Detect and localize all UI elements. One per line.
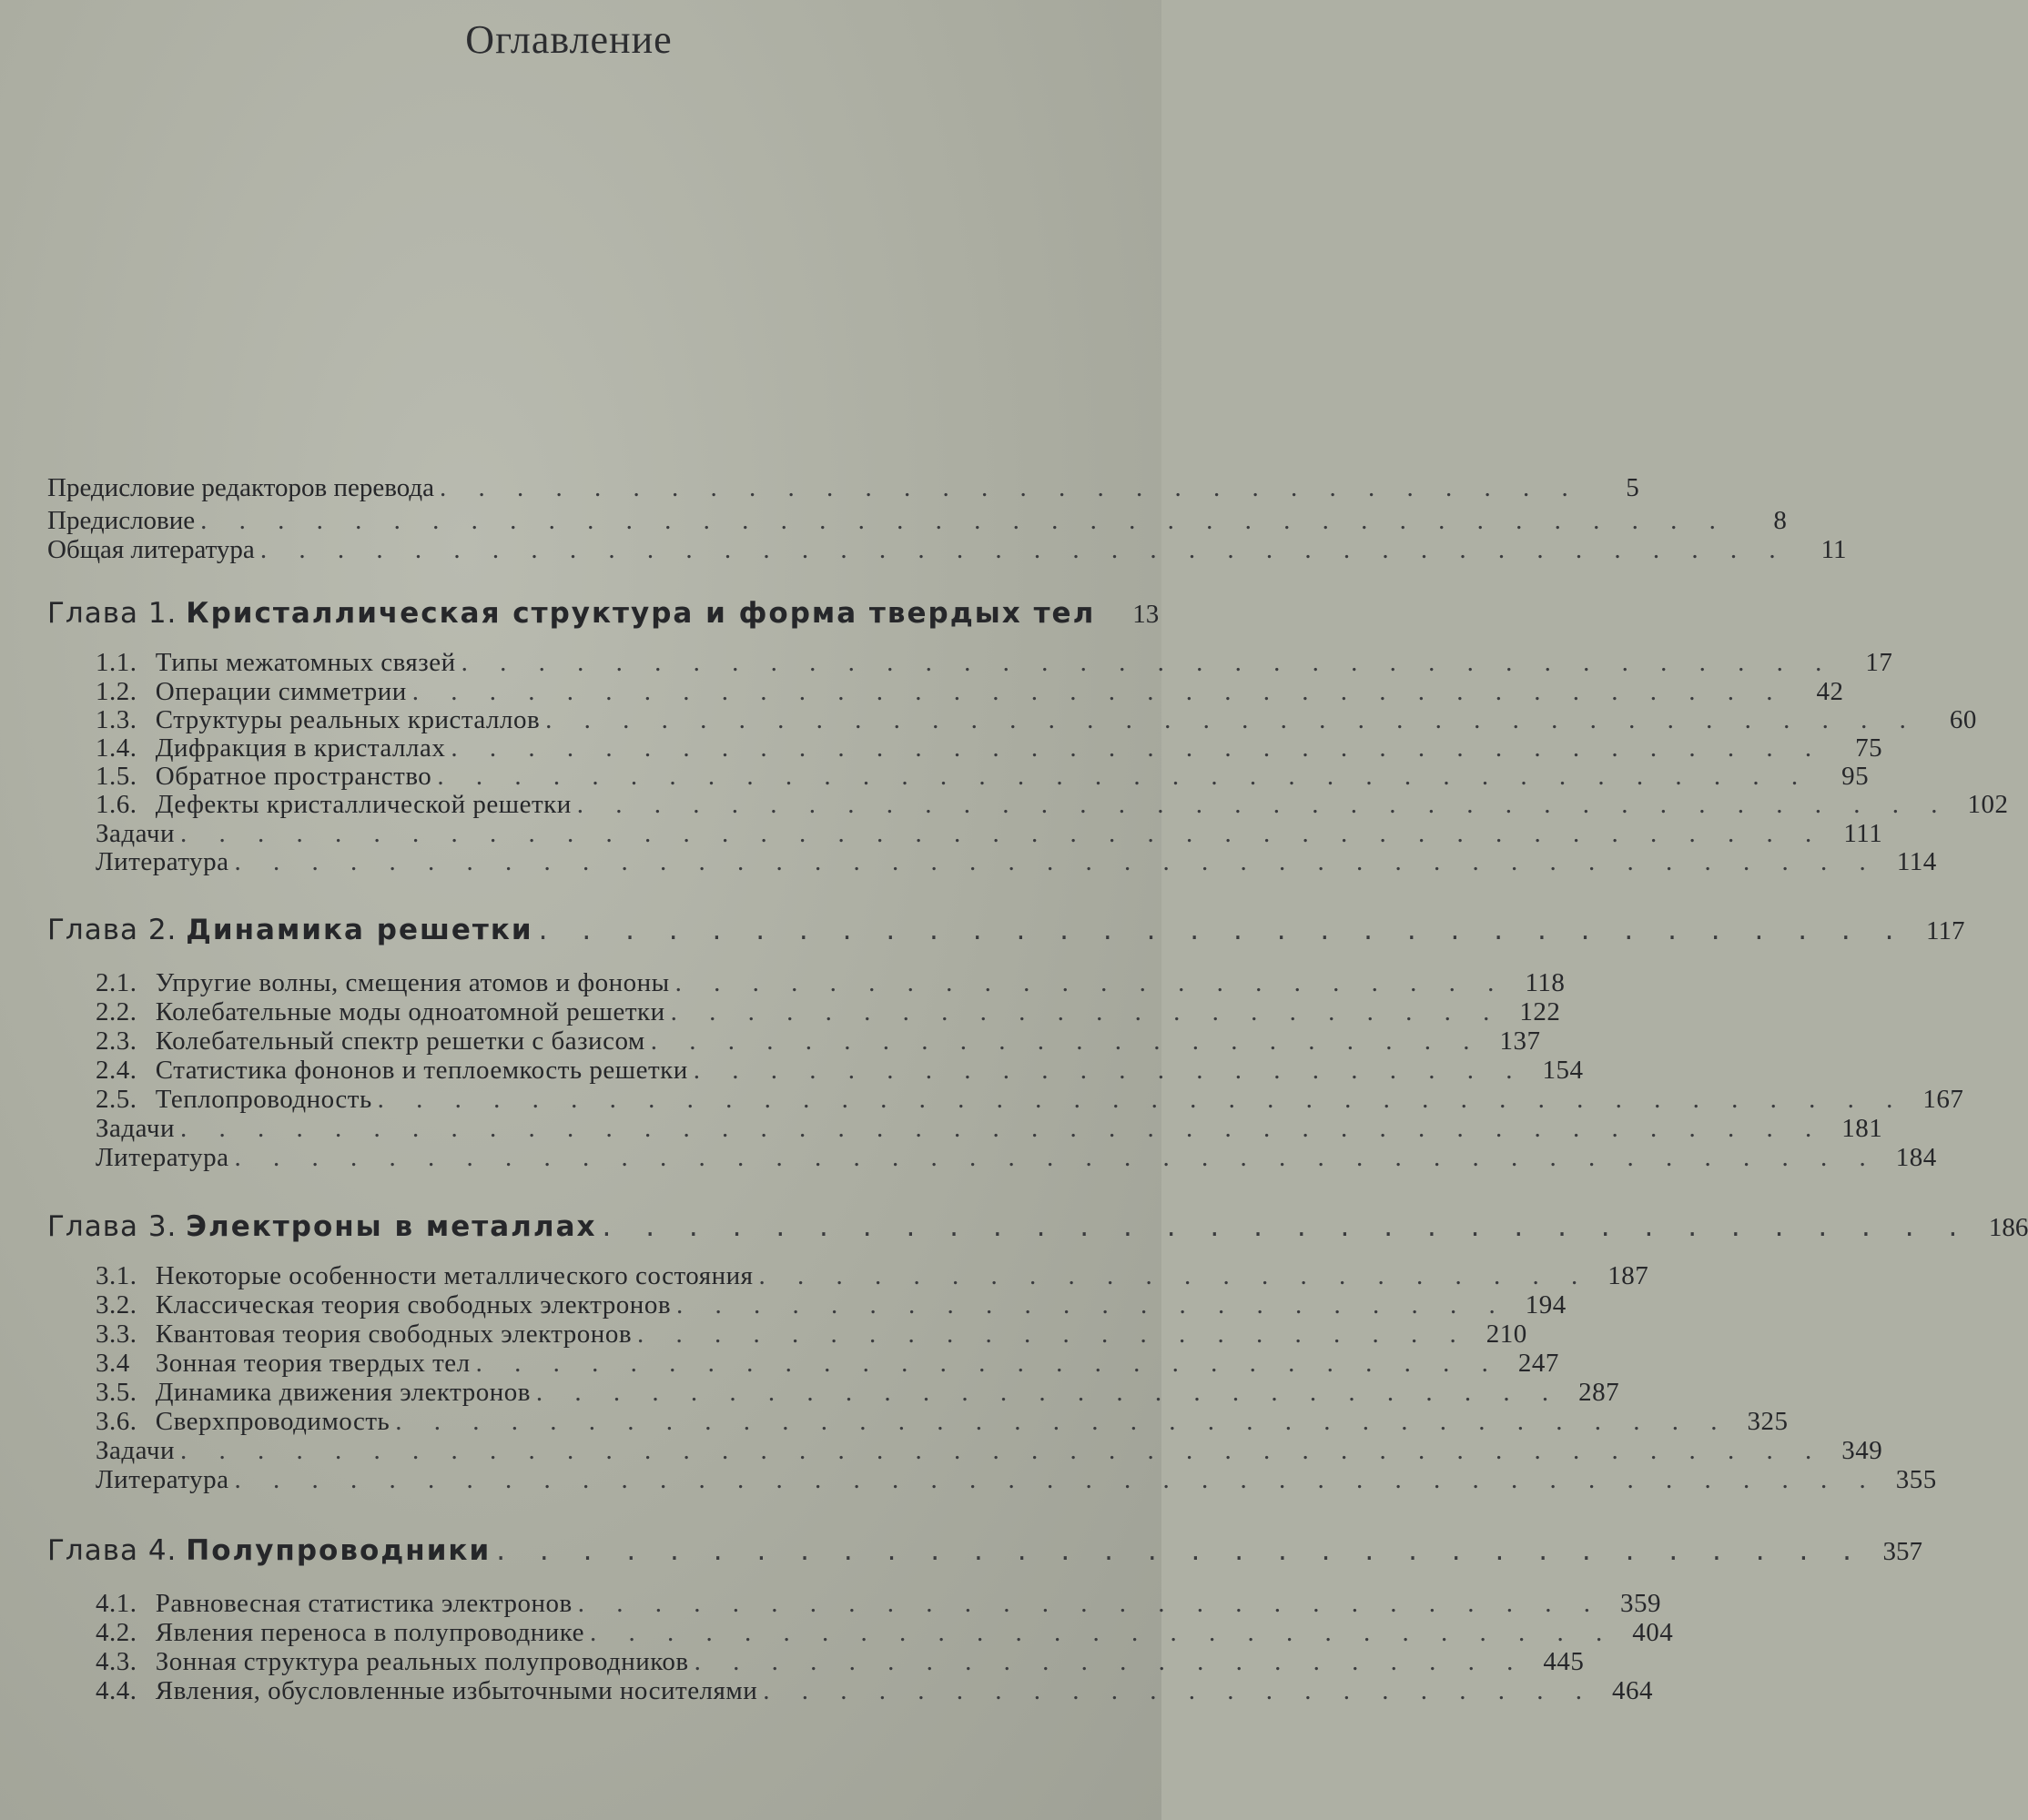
leader-dots: . . . . . . . . . . . . . . . . . . . . . . . . . . . — [577, 1589, 1603, 1618]
page-number: 184 — [1895, 1143, 1937, 1172]
page-number: 445 — [1543, 1647, 1585, 1676]
section-title: Теплопроводность — [155, 1085, 372, 1114]
page-number: 8 — [1773, 506, 1787, 535]
page-number: 187 — [1607, 1261, 1649, 1290]
page-number: 357 — [1882, 1537, 1923, 1566]
leader-dots: . . . . . . . . . . . . . . . . . . . . . . — [694, 1647, 1526, 1676]
chapter-title: Динамика решетки — [186, 914, 533, 946]
leader-dots: . . . . . . . . . . . . . . . . . . . . . . . . . . . . . . . . . . . . — [451, 733, 1825, 763]
section-number: 4.1. — [96, 1589, 137, 1618]
section-title: Упругие волны, смещения атомов и фононы — [155, 968, 670, 997]
leader-dots: . . . . . . . . . . . . . . . . . . . . . . . . . . . . . . . . . . . . — [576, 790, 1951, 819]
section-title: Колебательные моды одноатомной решетки — [155, 997, 665, 1026]
leader-dots: . . . . . . . . . . . . . . . . . . . . . . . . . . . — [475, 1349, 1501, 1378]
leader-dots: . . . . . . . . . . . . . . . . . . . . . . . . . . . . . . . . . . . . — [461, 648, 1835, 677]
entry-title: Общая литература — [47, 535, 255, 564]
toc-section — [96, 1676, 1653, 1709]
page-number: 404 — [1632, 1618, 1674, 1647]
section-title: Задачи — [96, 1436, 175, 1465]
page-number: 154 — [1542, 1056, 1584, 1085]
leader-dots: . . . . . . . . . . . . . . . . . . . . . . . . . . . . . . . . . . . . . . . . . . . — [179, 1114, 1825, 1143]
section-title: Дифракция в кристаллах — [155, 733, 446, 763]
chapter-number: Глава 1. — [47, 597, 177, 630]
section-number: 4.2. — [96, 1618, 137, 1647]
section-title: Типы межатомных связей — [155, 648, 456, 677]
section-number: 1.1. — [96, 648, 137, 677]
leader-dots: . . . . . . . . . . . . . . . . . . . . . . — [693, 1056, 1526, 1085]
page-number: 5 — [1626, 473, 1639, 502]
leader-dots: . . . . . . . . . . . . . . . . . . . . . . . . . . . . . . . . . . . . — [411, 677, 1786, 706]
toc-entry-general-literature — [47, 535, 1847, 568]
section-number: 3.1. — [96, 1261, 137, 1290]
section-number: 3.5. — [96, 1378, 137, 1407]
leader-dots: . . . . . . . . . . . . . . . . . . . . . . . . . . . . . . . . . . . . . . . . . . . — [179, 819, 1825, 848]
toc-section — [96, 1320, 1527, 1352]
chapter-title: Кристаллическая структура и форма твердых тел — [186, 597, 1096, 630]
leader-dots: . . . . . . . . . . . . . . . . . . . . . . . . . . . . . . . . . . . . . . . . — [200, 506, 1729, 535]
leader-dots: . . . . . . . . . . . . . . . . . . . . . . . . . . . . . . . . — [602, 1210, 1971, 1243]
chapter-number: Глава 3. — [47, 1210, 177, 1243]
page-number: 13 — [1132, 600, 1160, 629]
toc-section — [96, 1143, 1937, 1176]
section-number: 3.3. — [96, 1320, 137, 1349]
section-number: 1.4. — [96, 733, 137, 763]
page-number: 42 — [1816, 677, 1844, 706]
toc-section — [96, 1261, 1649, 1294]
section-title: Квантовая теория свободных электронов — [155, 1320, 633, 1349]
leader-dots: . . . . . . . . . . . . . . . . . . . . . . . . . . . . . . . . . . . . . . . . . . . — [234, 1465, 1879, 1494]
toc-section — [96, 1290, 1567, 1323]
chapter-number: Глава 4. — [47, 1534, 177, 1567]
page-number: 325 — [1747, 1407, 1789, 1436]
leader-dots: . . . . . . . . . . . . . . . . . . . . . . — [670, 997, 1503, 1026]
toc-section — [96, 1407, 1789, 1440]
leader-dots: . . . . . . . . . . . . . . . . . . . . . . — [758, 1261, 1591, 1290]
page-number: 122 — [1519, 997, 1561, 1026]
section-title: Некоторые особенности металлического состояния — [155, 1261, 754, 1290]
page-number: 75 — [1855, 733, 1883, 763]
chapter-number: Глава 2. — [47, 914, 177, 946]
toc-section — [96, 1056, 1584, 1088]
page-number: 95 — [1841, 762, 1870, 791]
page-number: 181 — [1841, 1114, 1883, 1143]
page-number: 11 — [1820, 535, 1847, 564]
leader-dots: . . . . . . . . . . . . . . . . . . . . . . — [763, 1676, 1595, 1705]
leader-dots: . . . . . . . . . . . . . . . . . . . . . . — [637, 1320, 1469, 1349]
section-number: 3.4 — [96, 1349, 130, 1378]
leader-dots: . . . . . . . . . . . . . . . . . . . . . . — [676, 1290, 1508, 1320]
page-number: 464 — [1612, 1676, 1653, 1705]
section-title: Классическая теория свободных электронов — [155, 1290, 672, 1320]
section-title: Литература — [96, 847, 229, 876]
section-number: 1.6. — [96, 790, 137, 819]
toc-section — [96, 997, 1561, 1030]
page-number: 210 — [1486, 1320, 1527, 1349]
chapter-title: Полупроводники — [186, 1534, 492, 1567]
toc-section — [96, 1378, 1620, 1410]
chapter-title: Электроны в металлах — [186, 1210, 597, 1243]
section-number: 4.4. — [96, 1676, 137, 1705]
section-title: Явления, обусловленные избыточными носителями — [155, 1676, 758, 1705]
section-title: Равновесная статистика электронов — [155, 1589, 573, 1618]
section-title: Дефекты кристаллической решетки — [155, 790, 572, 819]
leader-dots: . . . . . . . . . . . . . . . . . . . . . . . . . . . . . . . . . . . . . . . . . . . — [234, 1143, 1879, 1172]
toc-chapter-3 — [47, 1210, 2028, 1243]
section-title: Зонная теория твердых тел — [155, 1349, 471, 1378]
toc-section — [96, 1436, 1883, 1469]
section-title: Явления переноса в полупроводнике — [155, 1618, 584, 1647]
leader-dots: . . . . . . . . . . . . . . . . . . . . . . . . . . . . . . — [440, 473, 1581, 502]
section-number: 2.3. — [96, 1026, 137, 1056]
leader-dots: . . . . . . . . . . . . . . . . . . . . . . . . . . . . . . . . . . . . — [437, 762, 1811, 791]
leader-dots: . . . . . . . . . . . . . . . . . . . . . . . . . . . . . . . . . . . . . . . . — [377, 1085, 1906, 1114]
section-title: Операции симметрии — [155, 677, 407, 706]
section-title: Динамика движения электронов — [155, 1378, 531, 1407]
page-number: 117 — [1926, 916, 1965, 945]
section-number: 1.5. — [96, 762, 137, 791]
section-title: Обратное пространство — [155, 762, 432, 791]
page-number: 111 — [1843, 819, 1883, 848]
section-number: 2.2. — [96, 997, 137, 1026]
entry-title: Предисловие редакторов перевода — [47, 473, 434, 502]
leader-dots: . . . . . . . . . . . . . . . . . . . . . . . . . . . — [590, 1618, 1616, 1647]
toc-section — [96, 847, 1937, 880]
toc-entry-preface — [47, 506, 1787, 539]
toc-section — [96, 648, 1893, 681]
leader-dots: . . . . . . . . . . . . . . . . . . . . . . . . . . . . . . . . . . . . . . . . . . . — [179, 1436, 1825, 1465]
page-number: 114 — [1896, 847, 1937, 876]
toc-chapter-2 — [47, 914, 1965, 946]
section-title: Зонная структура реальных полупроводников — [155, 1647, 689, 1676]
page-number: 359 — [1619, 1589, 1661, 1618]
leader-dots: . . . . . . . . . . . . . . . . . . . . . . . . . . . . . . . . — [496, 1534, 1865, 1567]
section-title: Структуры реальных кристаллов — [155, 705, 541, 734]
section-title: Колебательный спектр решетки с базисом — [155, 1026, 645, 1056]
page-number: 17 — [1865, 648, 1893, 677]
section-number: 2.4. — [96, 1056, 137, 1085]
page-number: 287 — [1578, 1378, 1620, 1407]
page-number: 118 — [1525, 968, 1566, 997]
page-number: 60 — [1949, 705, 1977, 734]
page-number: 349 — [1841, 1436, 1883, 1465]
page-number: 355 — [1895, 1465, 1937, 1494]
toc-section — [96, 790, 2009, 823]
leader-dots: . . . . . . . . . . . . . . . . . . . . . . — [674, 968, 1507, 997]
section-title: Литература — [96, 1465, 229, 1494]
toc-section — [96, 1465, 1937, 1498]
toc-section — [96, 1589, 1661, 1622]
section-title: Сверхпроводимость — [155, 1407, 390, 1436]
page-number: 137 — [1499, 1026, 1541, 1056]
page-number: 102 — [1967, 790, 2009, 819]
section-number: 2.5. — [96, 1085, 137, 1114]
toc-entry-preface-editors — [47, 473, 1639, 506]
leader-dots: . . . . . . . . . . . . . . . . . . . . . . . . . . . . . . . . . . . . . . . . . . . — [234, 847, 1879, 876]
section-number: 3.6. — [96, 1407, 137, 1436]
section-title: Статистика фононов и теплоемкость решетки — [155, 1056, 688, 1085]
leader-dots: . . . . . . . . . . . . . . . . . . . . . . . . . . . . . . . . . . . — [395, 1407, 1730, 1436]
section-title: Литература — [96, 1143, 229, 1172]
section-title: Задачи — [96, 1114, 175, 1143]
section-number: 4.3. — [96, 1647, 137, 1676]
page-number: 247 — [1517, 1349, 1559, 1378]
section-number: 3.2. — [96, 1290, 137, 1320]
entry-title: Предисловие — [47, 506, 196, 535]
leader-dots: . . . . . . . . . . . . . . . . . . . . . . . . . . . . . . . . — [538, 914, 1907, 946]
leader-dots: . . . . . . . . . . . . . . . . . . . . . . — [650, 1026, 1483, 1056]
toc-section — [96, 1349, 1559, 1381]
page-title: Оглавление — [465, 17, 673, 62]
toc-section — [96, 1647, 1585, 1680]
leader-dots: . . . . . . . . . . . . . . . . . . . . . . . . . . . . . . . . . . . . — [545, 705, 1919, 734]
toc-chapter-4 — [47, 1534, 1923, 1567]
toc-section — [96, 1114, 1883, 1147]
section-title: Задачи — [96, 819, 175, 848]
section-number: 1.3. — [96, 705, 137, 734]
toc-section — [96, 968, 1566, 1001]
leader-dots: . . . . . . . . . . . . . . . . . . . . . . . . . . . . . . . . . . . . . . . . — [259, 535, 1789, 564]
page-number: 186 — [1988, 1213, 2028, 1242]
leader-dots: . . . . . . . . . . . . . . . . . . . . . . . . . . . — [535, 1378, 1562, 1407]
toc-section — [96, 1026, 1541, 1059]
page-number: 167 — [1922, 1085, 1964, 1114]
page-number: 194 — [1525, 1290, 1567, 1320]
toc-section — [96, 1085, 1964, 1117]
toc-section — [96, 1618, 1674, 1651]
section-number: 1.2. — [96, 677, 137, 706]
toc-chapter-1 — [47, 597, 1160, 630]
section-number: 2.1. — [96, 968, 137, 997]
